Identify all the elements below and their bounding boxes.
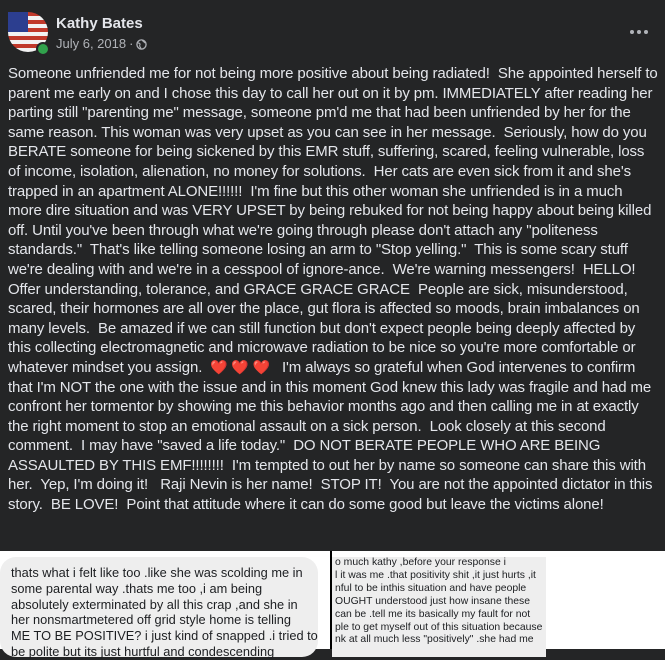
message-line: o much kathy ,before your response i xyxy=(335,557,506,568)
attached-screenshots[interactable] xyxy=(0,551,665,659)
post-header xyxy=(8,12,657,56)
message-line: nful to be inthis situation and have people xyxy=(335,582,527,594)
message-line: some parental way .thats me too ,i am being xyxy=(11,580,263,596)
globe-icon[interactable] xyxy=(136,38,147,49)
more-options-dot xyxy=(637,30,641,34)
screenshot-right-message xyxy=(332,557,546,657)
message-line: ple to get myself out of this situation because xyxy=(335,621,543,633)
message-line: ME TO BE POSITIVE? i just kind of snapped .i tried to xyxy=(11,628,318,644)
more-options-button[interactable] xyxy=(621,14,657,50)
post-body-text: Someone unfriended me for not being more positive about being radiated! She appointed herself to parent me early on and I chose this day to call her out on it by pm. IMMEDIATELY after reading her parting still "parenting me" message, someone pm'd me that had been unfriended by her for the same reason. This woman was very upset as you can see in her message. Seriously, how do you BERATE someone for being sickened by this EMR stuff, suffering, scared, feeling vulnerable, loss of income, isolation, alienation, no money for solutions. Her cats are even sick from it and she's trapped in an apartment ALONE!!!!!! I'm fine but this other woman she unfriended is in a much more dire situation and was VERY UPSET by being rebuked for not being happy about being killed off. Until you've been through what we're going through please don't attach any "politeness standards." That's like telling someone losing an arm to "Stop yelling." This is some scary stuff we're dealing with and we're in a cesspool of ignore-ance. We're warning messengers! HELLO! Offer understanding, tolerance, and GRACE GRACE GRACE People are sick, misunderstood, scared, their hormones are all over the place, gut flora is affected so moods, brain imbalances on many levels. Be amazed if we can still function but don't expect people being deeply affected by this collecting electromagnetic and microwave radiation to be nice so you're more comfortable or whatever mindset you assign. xyxy=(8,65,662,376)
message-line: thats what i felt like too .like she was scolding me in xyxy=(11,565,303,580)
message-line: nk at all much less "positively" .she had me xyxy=(335,634,534,646)
post-meta xyxy=(56,36,147,51)
more-options-dot xyxy=(644,30,648,34)
post-body xyxy=(8,64,662,515)
message-line: can be .tell me its basically my fault for not xyxy=(335,608,531,620)
post-body-text-continued: I'm always so grateful when God intervenes to confirm that I'm NOT the one with the issue and in this moment God knew this lady was fragile and had me confront her tormentor by showing me this behavior months ago and then calling me in at exactly the right moment to stop an emotional assault on a sick person. Look closely at this second comment. I may have "saved a life today." DO NOT BERATE PEOPLE WHO ARE BEING ASSAULTED BY THIS EMF!!!!!!!! I'm tempted to out her by name so someone can share this with her. Yep, I'm doing it! Raji Nevin is her name! STOP IT! You are not the appointed dictator in this story. BE LOVE! Point that attitude where it can do some good but leave the victims alone! xyxy=(8,358,657,514)
flag-canton xyxy=(8,12,28,32)
message-line: her nonsmartmetered off grid style home is telling xyxy=(11,612,292,628)
more-options-icon xyxy=(630,30,634,34)
author-name[interactable]: Kathy Bates xyxy=(56,15,143,32)
message-line: l it was me .that positivity shit ,it just hurts ,it xyxy=(335,569,536,581)
online-status-dot xyxy=(36,42,50,56)
meta-separator: · xyxy=(129,36,134,51)
post-date[interactable]: July 6, 2018 xyxy=(56,36,127,51)
screenshot-left-message xyxy=(0,557,318,657)
hearts-emoji: ❤️ ❤️ ❤️ xyxy=(210,358,270,375)
message-line: OUGHT understood just how insane these xyxy=(335,595,531,607)
message-line: absolutely exterminated by all this crap ,and she in xyxy=(11,596,298,612)
avatar[interactable] xyxy=(8,12,48,52)
message-line: be polite but its just hurtful and condescending xyxy=(11,643,275,659)
